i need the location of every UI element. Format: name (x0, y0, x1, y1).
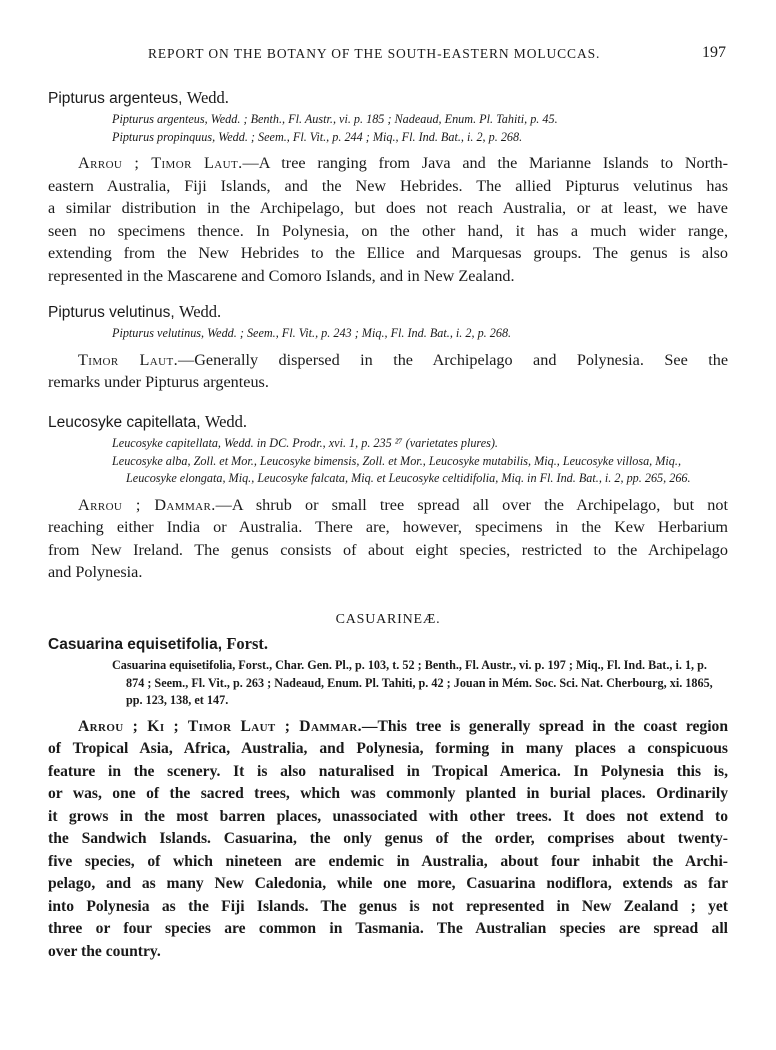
species-heading (48, 412, 728, 433)
body-line: —This tree is generally spread in the coast region (361, 717, 728, 735)
running-title: REPORT ON THE BOTANY OF THE SOUTH-EASTERN MOLUCCAS. (148, 46, 601, 61)
entry-pipturus-argenteus (48, 88, 728, 287)
entry-body (48, 152, 728, 287)
synonym-line: Pipturus propinquus, Wedd. ; Seem., Fl. Vit., p. 244 ; Miq., Fl. Ind. Bat., i. 2, p. 268. (112, 129, 523, 144)
entry-leucosyke-capitellata (48, 412, 728, 584)
synonymy (112, 325, 728, 343)
body-line: —Generally dispersed in the Archipelago and Polynesia. See the (178, 350, 729, 369)
synonym-line: Pipturus velutinus, Wedd. ; Seem., Fl. Vit., p. 243 ; Miq., Fl. Ind. Bat., i. 2, p. 268. (112, 326, 512, 340)
locality-lead-in: Arrou ; Dammar. (78, 495, 216, 514)
species-author: Forst. (226, 634, 269, 653)
body-line: of Tropical Asia, Africa, Australia, and Polynesia, forming in many places a conspicuous (48, 740, 728, 757)
body-line: it grows in the most barren places, unassociated with other trees. It does not extend to (48, 807, 728, 825)
body-line: and Polynesia. (48, 563, 143, 581)
body-line: extending from the New Hebrides to the Ellice and Marquesas groups. The genus is also (48, 244, 728, 262)
synonymy (112, 657, 728, 710)
body-line-first (48, 349, 728, 372)
synonym-line: Casuarina equisetifolia, Forst., Char. Gen. Pl., p. 103, t. 52 ; Benth., Fl. Austr., vi. p. 197 ; Miq., Fl. Ind. Bat., i. 1, p. 874 ; Seem., Fl. Vit., p. 263 ; Nadeaud, Enum. Pl. Tahiti, p. 42 ; Jouan in Mém. Soc. Sci. Nat. Cherbourg, xi. 1865, pp. 123, 138, et 147. (112, 658, 713, 707)
synonym-line: Leucosyke capitellata, Wedd. in DC. Prodr., xvi. 1, p. 235 ²⁷ (varietates plures). (112, 436, 498, 450)
synonym-line: Leucosyke alba, Zoll. et Mor., Leucosyke bimensis, Zoll. et Mor., Leucosyke mutabilis, Miq., Leucosyke villosa, Miq., Leucosyke elongata, Miq., Leucosyke falcata, Miq. et Leucosyke celtidifolia, Miq. in Fl. Ind. Bat., i. 2, pp. 265, 266. (112, 453, 691, 485)
body-line: seen no specimens thence. In Polynesia, on the other hand, it has a much wider range, (48, 221, 728, 240)
body-line: remarks under Pipturus argenteus. (48, 373, 269, 391)
species-author: Wedd. (178, 302, 222, 321)
species-name: Pipturus velutinus, (48, 304, 175, 321)
running-head (0, 46, 776, 66)
body-line: over the country. (48, 942, 161, 960)
body-line: or was, one of the sacred trees, which was commonly planted in burial places. Ordinarily (48, 785, 728, 802)
body-line: represented in the Mascarene and Comoro Islands, and in New Zealand. (48, 266, 515, 285)
synonymy (112, 435, 728, 488)
species-name: Casuarina equisetifolia, (48, 636, 222, 653)
body-line: pelago, and as many New Caledonia, while one more, Casuarina nodiflora, extends as far (48, 875, 728, 892)
body-line-first (48, 152, 728, 175)
species-heading (48, 302, 728, 323)
entry-casuarina-equisetifolia (48, 634, 728, 963)
body-line-first (48, 494, 728, 517)
locality-lead-in: Arrou ; Ki ; Timor Laut ; Dammar. (78, 717, 362, 735)
locality-lead-in: Arrou ; Timor Laut. (78, 154, 243, 172)
body-line: three or four species are common in Tasmania. The Australian species are spread all (48, 920, 728, 937)
entry-body (48, 716, 728, 964)
section-heading: CASUARINEÆ. (335, 612, 441, 627)
species-author: Wedd. (186, 88, 229, 107)
body-line: five species, of which nineteen are endemic in Australia, about four inhabit the Archi- (48, 852, 728, 870)
body-line: —A shrub or small tree spread all over the Archipelago, but not (215, 495, 728, 514)
entry-pipturus-velutinus (48, 302, 728, 394)
synonym-line: Pipturus argenteus, Wedd. ; Benth., Fl. Austr., vi. p. 185 ; Nadeaud, Enum. Pl. Tahiti, p. 45. (112, 112, 558, 126)
synonymy (112, 111, 728, 146)
body-line: into Polynesia as the Fiji Islands. The genus is not represented in New Zealand ; yet (48, 897, 728, 915)
entry-body (48, 494, 728, 584)
species-name: Pipturus argenteus, (48, 90, 183, 107)
page-number: 197 (702, 44, 726, 61)
body-line: —A tree ranging from Java and the Marianne Islands to North- (242, 154, 728, 172)
body-line: feature in the scenery. It is also naturalised in Tropical America. In Polynesia this is, (48, 762, 728, 780)
species-heading (48, 88, 728, 109)
species-name: Leucosyke capitellata, (48, 414, 201, 431)
body-line-first (48, 716, 728, 739)
body-line: the Sandwich Islands. Casuarina, the only genus of the order, comprises about twenty- (48, 830, 728, 847)
entry-body (48, 349, 728, 394)
body-line: from New Ireland. The genus consists of about eight species, restricted to the Archipelago (48, 540, 728, 559)
body-line: reaching either India or Australia. There are, however, specimens in the Kew Herbarium (48, 518, 728, 536)
body-line: eastern Australia, Fiji Islands, and the New Hebrides. The allied Pipturus velutinus has (48, 176, 728, 195)
species-heading (48, 634, 728, 655)
body-line: a similar distribution in the Archipelago, but does not reach Australia, or at least, we have (48, 199, 728, 217)
species-author: Wedd. (204, 412, 248, 431)
locality-lead-in: Timor Laut. (78, 350, 179, 369)
